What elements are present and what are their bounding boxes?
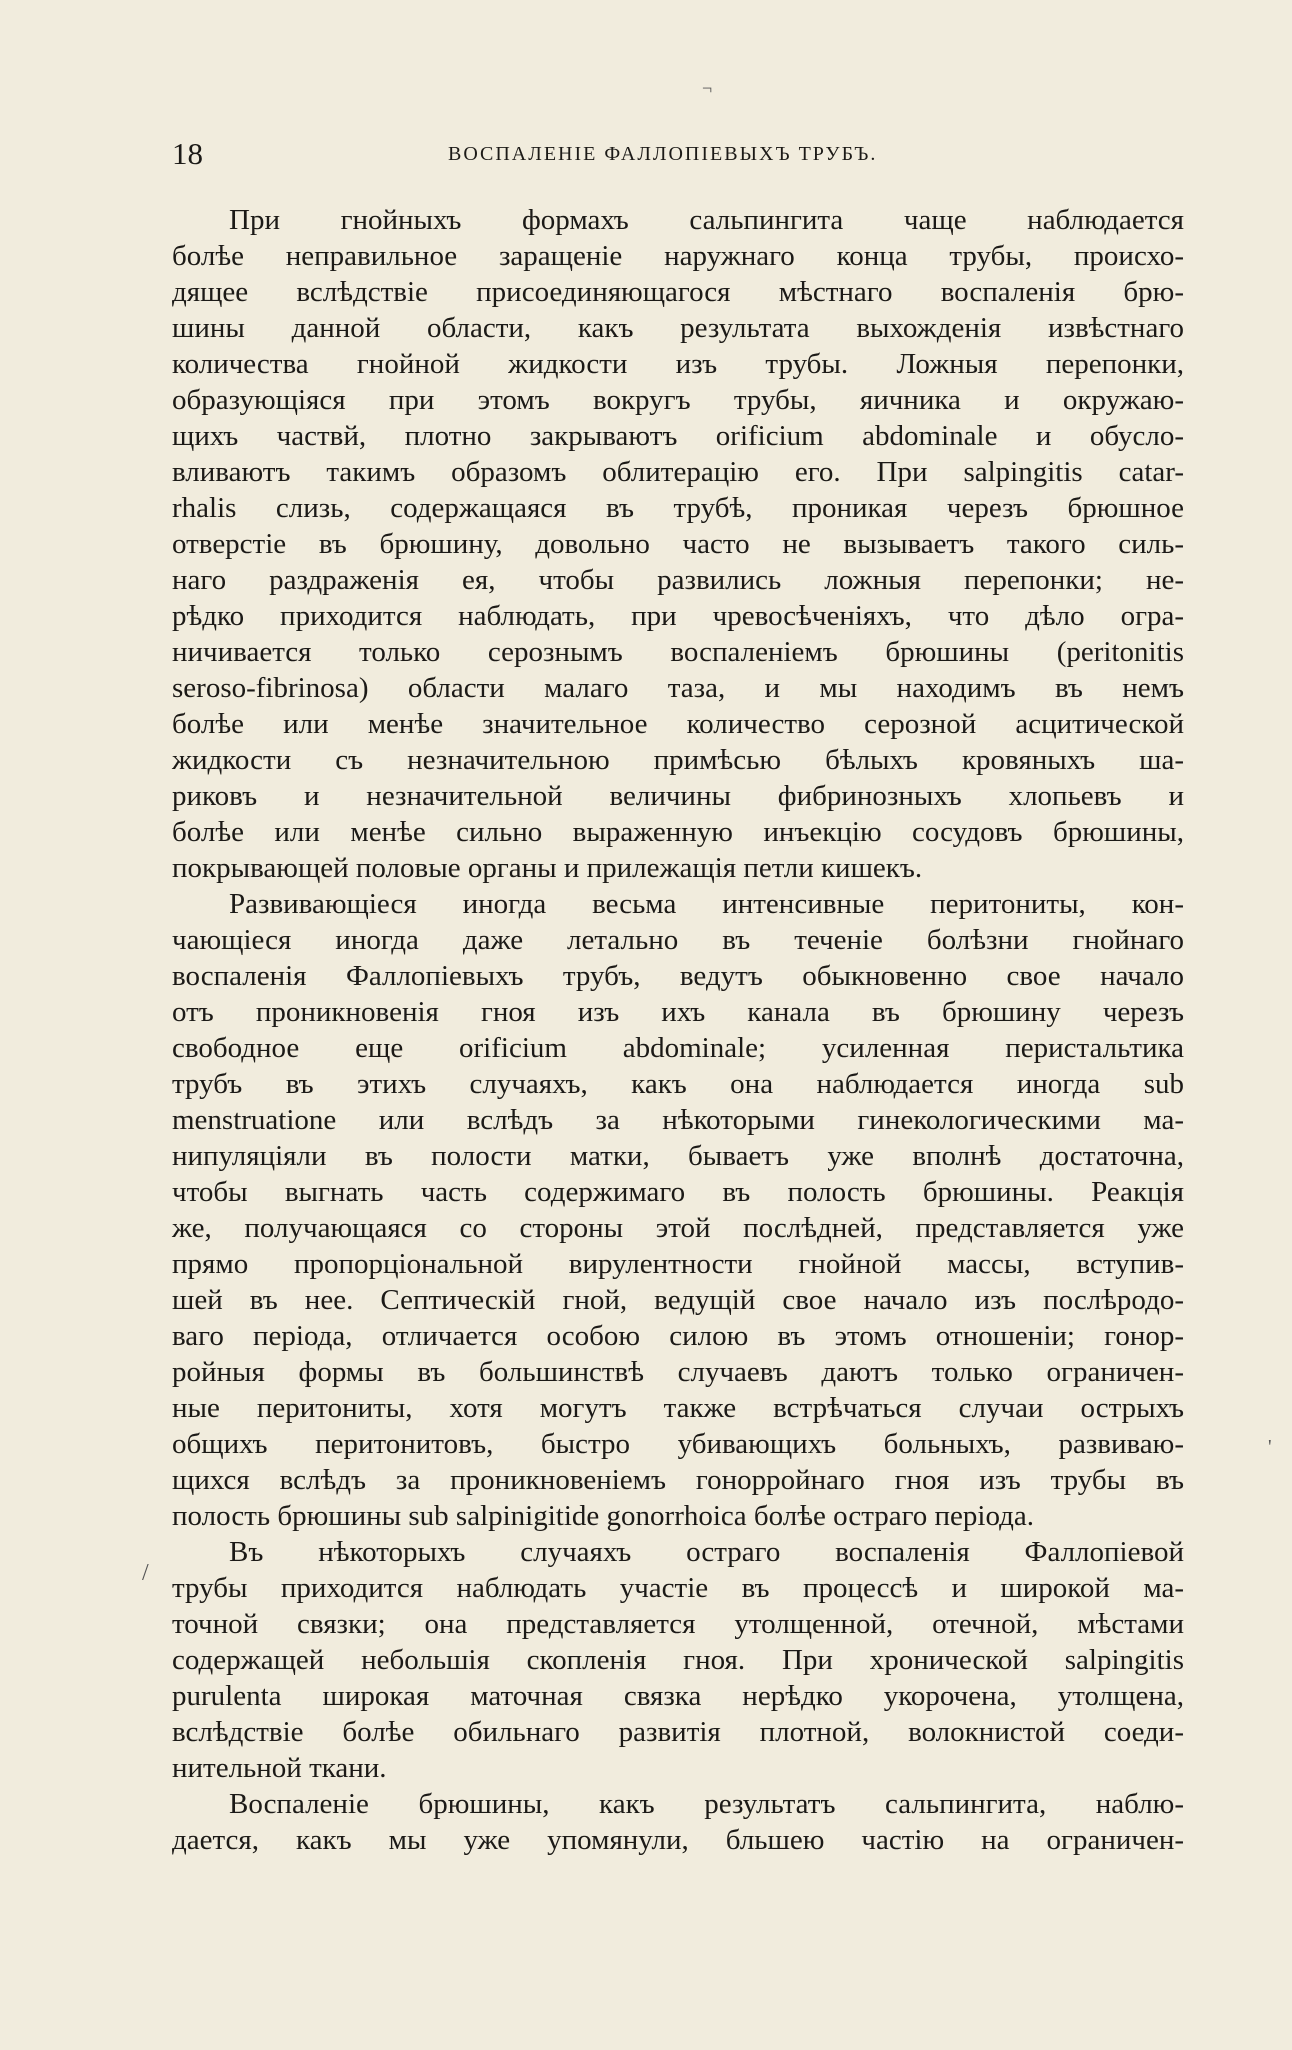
text-line: нипуляціяли въ полости матки, бываетъ уже вполнѣ достаточна, bbox=[172, 1140, 1184, 1172]
text-line: щихъ частвй, плотно закрываютъ orificium abdominale и обусло- bbox=[172, 420, 1184, 452]
text-line: наго раздраженія ея, чтобы развились ложныя перепонки; не- bbox=[172, 564, 1184, 596]
text-line: шины данной области, какъ результата выхожденія извѣстнаго bbox=[172, 312, 1184, 344]
text-line: дается, какъ мы уже упомянули, бльшею частію на ограничен- bbox=[172, 1824, 1184, 1856]
text-line: свободное еще orificium abdominale; усиленная перистальтика bbox=[172, 1032, 1184, 1064]
running-head bbox=[172, 134, 1182, 174]
text-line: ваго періода, отличается особою силою въ этомъ отношеніи; гонор- bbox=[172, 1320, 1184, 1352]
text-line: отъ проникновенія гноя изъ ихъ канала въ брюшину черезъ bbox=[172, 996, 1184, 1028]
text-line: отверстіе въ брюшину, довольно часто не вызываетъ такого силь- bbox=[172, 528, 1184, 560]
text-line: жидкости съ незначительною примѣсью бѣлыхъ кровяныхъ ша- bbox=[172, 744, 1184, 776]
text-line: нительной ткани. bbox=[172, 1752, 387, 1784]
text-line: ройныя формы въ большинствѣ случаевъ даютъ только ограничен- bbox=[172, 1356, 1184, 1388]
text-line: ные перитониты, хотя могутъ также встрѣчаться случаи острыхъ bbox=[172, 1392, 1184, 1424]
text-line: образующіяся при этомъ вокругъ трубы, яичника и окружаю- bbox=[172, 384, 1184, 416]
text-line: трубъ въ этихъ случаяхъ, какъ она наблюдается иногда sub bbox=[172, 1068, 1184, 1100]
text-line: шей въ нее. Септическій гной, ведущій свое начало изъ послѣродо- bbox=[172, 1284, 1184, 1316]
text-line: вслѣдствіе болѣе обильнаго развитія плотной, волокнистой соеди- bbox=[172, 1716, 1184, 1748]
text-line: полость брюшины sub salpinigitide gonorrhoica болѣе остраго періода. bbox=[172, 1500, 1035, 1532]
text-line: рѣдко приходится наблюдать, при чревосѣченіяхъ, что дѣло огра- bbox=[172, 600, 1184, 632]
text-line: ничивается только серознымъ воспаленіемъ брюшины (peritonitis bbox=[172, 636, 1184, 668]
text-line: количества гнойной жидкости изъ трубы. Ложныя перепонки, bbox=[172, 348, 1184, 380]
paragraph bbox=[172, 1786, 1184, 1858]
text-line: чтобы выгнать часть содержимаго въ полость брюшины. Реакція bbox=[172, 1176, 1184, 1208]
text-line: seroso-fibrinosa) области малаго таза, и мы находимъ въ немъ bbox=[172, 672, 1184, 704]
margin-mark-right: ' bbox=[1268, 1436, 1272, 1458]
running-title: ВОСПАЛЕНІЕ ФАЛЛОПІЕВЫХЪ ТРУБЪ. bbox=[448, 143, 878, 165]
paragraph bbox=[172, 202, 1184, 886]
text-line: Въ нѣкоторыхъ случаяхъ остраго воспаленія Фаллопіевой bbox=[229, 1536, 1184, 1568]
margin-mark-left: / bbox=[142, 1560, 149, 1586]
text-line: трубы приходится наблюдать участіе въ процессѣ и широкой ма- bbox=[172, 1572, 1184, 1604]
text-line: риковъ и незначительной величины фибринозныхъ хлопьевъ и bbox=[172, 780, 1184, 812]
text-line: чающіеся иногда даже летально въ теченіе болѣзни гнойнаго bbox=[172, 924, 1184, 956]
text-line: При гнойныхъ формахъ сальпингита чаще наблюдается bbox=[229, 204, 1184, 236]
text-line: воспаленія Фаллопіевыхъ трубъ, ведутъ обыкновенно свое начало bbox=[172, 960, 1184, 992]
text-line: rhalis слизь, содержащаяся въ трубѣ, проникая черезъ брюшное bbox=[172, 492, 1184, 524]
text-line: болѣе или менѣе сильно выраженную инъекцію сосудовъ брюшины, bbox=[172, 816, 1184, 848]
text-line: покрывающей половые органы и прилежащія петли кишекъ. bbox=[172, 852, 923, 884]
text-line: purulenta широкая маточная связка нерѣдко укорочена, утолщена, bbox=[172, 1680, 1184, 1712]
text-line: болѣе или менѣе значительное количество серозной асцитической bbox=[172, 708, 1184, 740]
text-line: щихся вслѣдъ за проникновеніемъ гонорройнаго гноя изъ трубы въ bbox=[172, 1464, 1184, 1496]
text-line: menstruatione или вслѣдъ за нѣкоторыми гинекологическими ма- bbox=[172, 1104, 1184, 1136]
text-line: Воспаленіе брюшины, какъ результатъ сальпингита, наблю- bbox=[229, 1788, 1184, 1820]
paragraph bbox=[172, 886, 1184, 1534]
text-line: общихъ перитонитовъ, быстро убивающихъ больныхъ, развиваю- bbox=[172, 1428, 1184, 1460]
print-mark-top: ¬ bbox=[702, 78, 713, 98]
text-line: Развивающіеся иногда весьма интенсивные перитониты, кон- bbox=[229, 888, 1184, 920]
text-line: точной связки; она представляется утолщенной, отечной, мѣстами bbox=[172, 1608, 1184, 1640]
text-line: прямо пропорціональной вирулентности гнойной массы, вступив- bbox=[172, 1248, 1184, 1280]
paragraph bbox=[172, 1534, 1184, 1786]
text-line: содержащей небольшія скопленія гноя. При хронической salpingitis bbox=[172, 1644, 1184, 1676]
body-text bbox=[172, 202, 1184, 1858]
text-line: же, получающаяся со стороны этой послѣдней, представляется уже bbox=[172, 1212, 1184, 1244]
page-number: 18 bbox=[172, 136, 203, 171]
text-line: дящее вслѣдствіе присоединяющагося мѣстнаго воспаленія брю- bbox=[172, 276, 1184, 308]
text-line: болѣе неправильное заращеніе наружнаго конца трубы, происхо- bbox=[172, 240, 1184, 272]
text-line: вливаютъ такимъ образомъ облитерацію его. При salpingitis catar- bbox=[172, 456, 1184, 488]
